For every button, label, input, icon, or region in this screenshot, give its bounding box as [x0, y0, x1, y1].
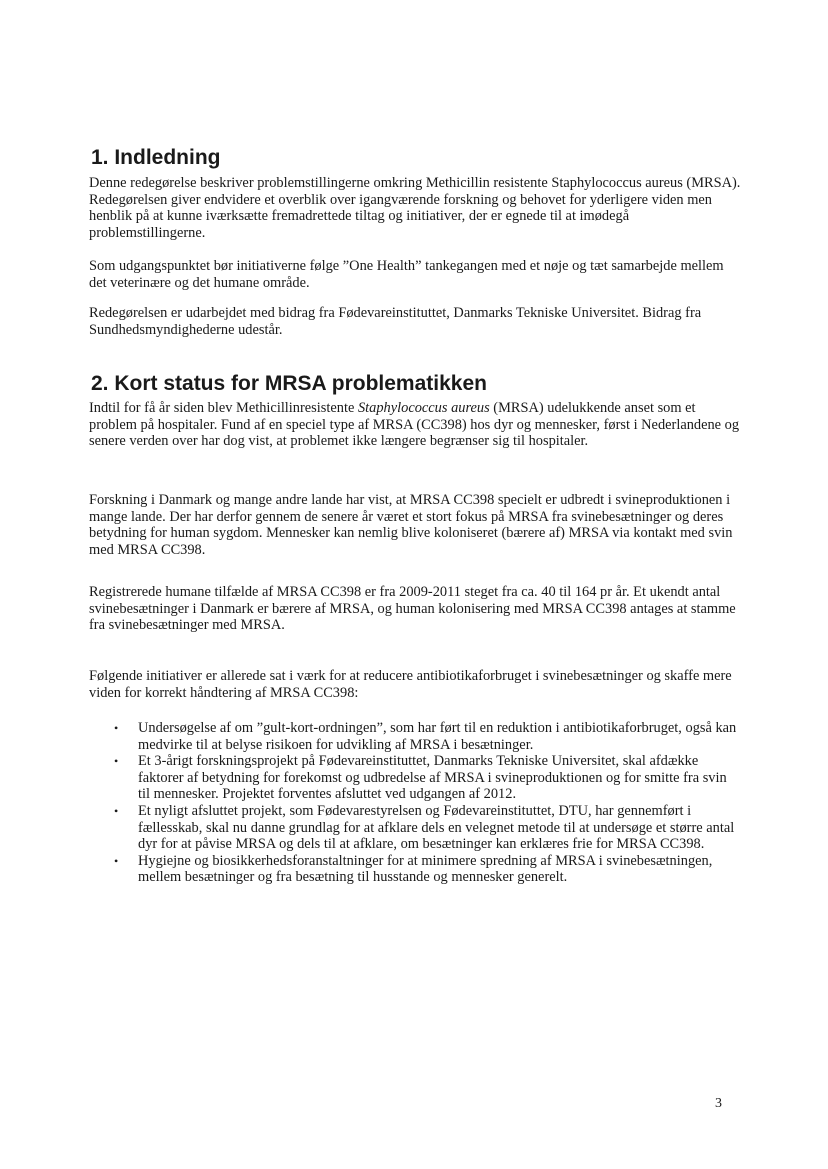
section-2-intro-paragraph	[89, 400, 741, 450]
list-item	[112, 803, 737, 853]
list-item	[112, 720, 737, 753]
section-2-paragraph-2: Registrerede humane tilfælde af MRSA CC398 er fra 2009-2011 steget fra ca. 40 til 164 pr år. Et ukendt antal svinebesætninger i Danmark er bærere af MRSA, og human kolonisering med MRSA CC398 antages at stamme fra svinebesætninger med MRSA.	[89, 584, 736, 634]
section-2-heading: 2. Kort status for MRSA problematikken	[91, 372, 487, 395]
section-1-heading: 1. Indledning	[91, 146, 221, 169]
section-1-paragraph-2: Som udgangspunktet bør initiativerne følge ”One Health” tankegangen med et nøje og tæt samarbejde mellem det veterinære og det humane område.	[89, 258, 724, 291]
bullet-icon: •	[114, 721, 119, 735]
bullet-icon: •	[114, 754, 119, 769]
list-item-text: Et nyligt afsluttet projekt, som Fødevarestyrelsen og Fødevareinstituttet, DTU, har gennemført i fællesskab, skal nu danne grundlag for at afklare dels en velegnet metode til at undersøge et større antal dyr for at påvise MRSA og dels til at afklare, om besætninger kan erklæres frie for MRSA CC398.	[138, 802, 735, 853]
intro-text-after: (MRSA) udelukkende anset som et problem på hospitaler. Fund af en speciel type af MRSA (CC398) hos dyr og mennesker, først i Nederlandene og senere verden over har dog vist, at problemet ikke længere begrænser sig til hospitaler.	[89, 400, 740, 450]
bullet-icon: •	[114, 853, 119, 868]
species-name: Staphylococcus aureus	[357, 400, 490, 416]
list-item	[112, 753, 737, 803]
section-1-paragraph-1: Denne redegørelse beskriver problemstillingerne omkring Methicillin resistente Staphylococcus aureus (MRSA). Redegørelsen giver endvidere et overblik over igangværende forskning og behovet for yderligere viden men henblik på at kunne iværksætte fremadrettede tiltag og initiativer, der er egnede til at imødegå problemstillingerne.	[89, 175, 741, 241]
list-item-text: Et 3-årigt forskningsprojekt på Fødevareinstituttet, Danmarks Tekniske Universitet, skal afdække faktorer af betydning for forekomst og udbredelse af MRSA i svineproduktionen og for smitte fra svin til mennesker. Projektet forventes afsluttet ved udgangen af 2012.	[138, 753, 727, 803]
initiatives-list	[112, 720, 737, 886]
page-number: 3	[715, 1096, 722, 1111]
list-item	[112, 853, 737, 886]
list-item-text: Hygiejne og biosikkerhedsforanstaltninger for at minimere spredning af MRSA i svinebesætningen, mellem besætninger og fra besætning til husstande og mennesker generelt.	[138, 852, 713, 886]
bullet-icon: •	[114, 803, 119, 818]
list-item-text: Undersøgelse af om ”gult-kort-ordningen”, som har ført til en reduktion i antibiotikaforbruget, også kan medvirke til at belyse risikoen for udvikling af MRSA i besætninger.	[138, 720, 737, 753]
intro-text-before: Indtil for få år siden blev Methicillinresistente	[89, 400, 358, 416]
section-2-paragraph-3: Følgende initiativer er allerede sat i værk for at reducere antibiotikaforbruget i svinebesætninger og skaffe mere viden for korrekt håndtering af MRSA CC398:	[89, 668, 732, 701]
section-1-paragraph-3: Redegørelsen er udarbejdet med bidrag fra Fødevareinstituttet, Danmarks Tekniske Universitet. Bidrag fra Sundhedsmyndighederne udestår.	[89, 305, 702, 338]
section-2-paragraph-1: Forskning i Danmark og mange andre lande har vist, at MRSA CC398 specielt er udbredt i svineproduktionen i mange lande. Der har derfor gennem de senere år været et stort fokus på MRSA fra svinebesætninger og deres betydning for human sygdom. Mennesker kan nemlig blive koloniseret (bærere af) MRSA via kontakt med svin med MRSA CC398.	[89, 492, 733, 558]
